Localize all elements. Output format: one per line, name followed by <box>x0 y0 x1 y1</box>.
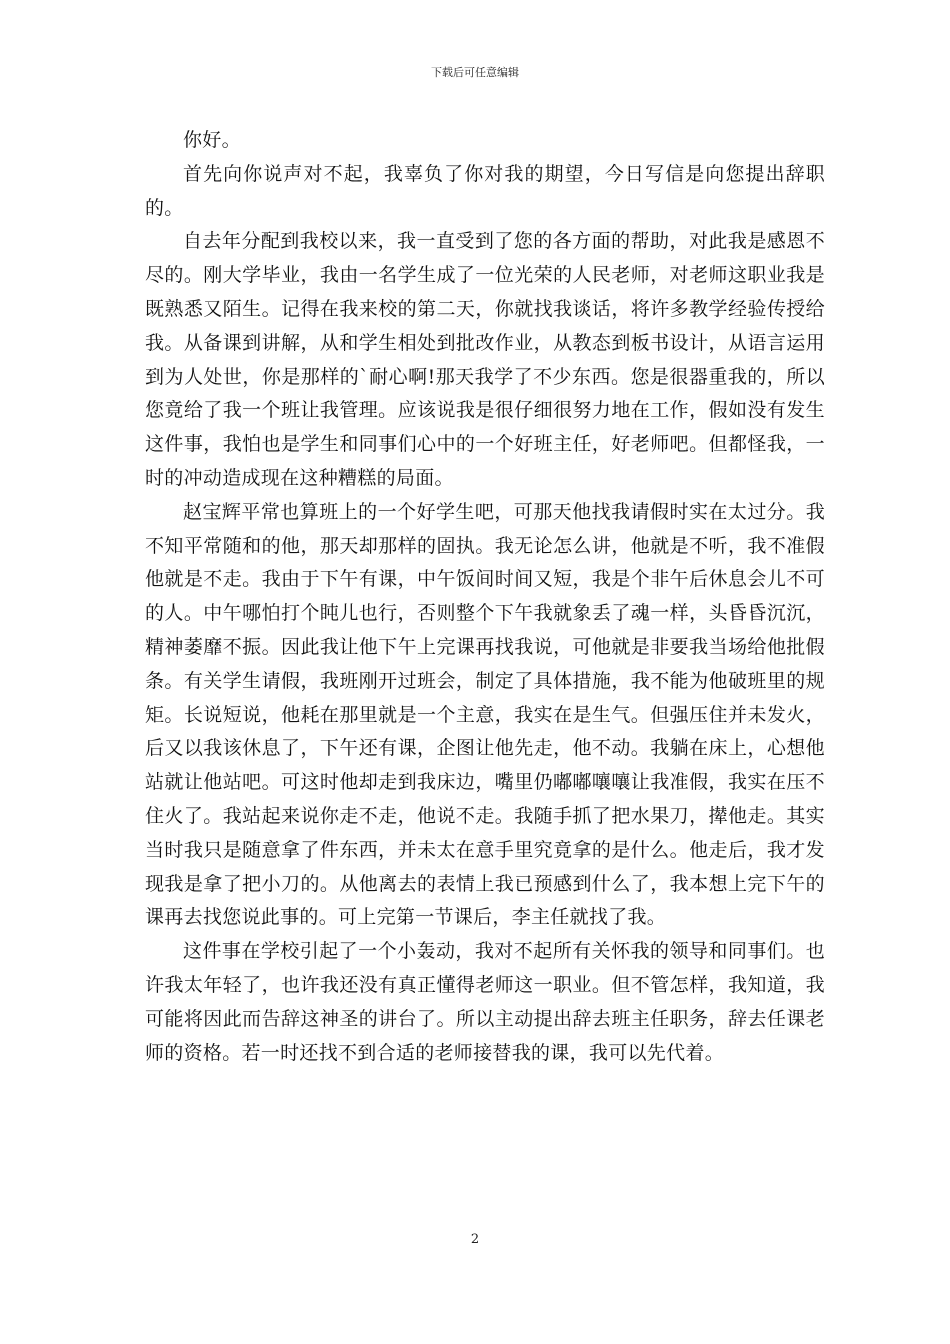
greeting-paragraph: 你好。 <box>183 129 241 151</box>
incident-paragraph: 赵宝辉平常也算班上的一个好学生吧，可那天他找我请假时实在太过分。我不知平常随和的他，那天却那样的固执。我无论怎么讲，他就是不听，我不准假他就是不走。我由于下午有课，中午饭间时间又短，我是个非午后休息会儿不可的人。中午哪怕打个盹儿也行，否则整个下午我就象丢了魂一样，头昏昏沉沉，精神萎靡不振。因此我让他下午上完课再找我说，可他就是非要我当场给他批假条。有关学生请假，我班刚开过班会，制定了具体措施，我不能为他破班里的规矩。长说短说，他耗在那里就是一个主意，我实在是生气。但强压住并未发火，后又以我该休息了，下午还有课，企图让他先走，他不动。我躺在床上，心想他站就让他站吧。可这时他却走到我床边，嘴里仍嘟嘟嚷嚷让我准假，我实在压不住火了。我站起来说你走不走，他说不走。我随手抓了把水果刀，撵他走。其实当时我只是随意拿了件东西，并未太在意手里究竟拿的是什么。他走后，我才发现我是拿了把小刀的。从他离去的表情上我已预感到什么了，我本想上完下午的课再去找您说此事的。可上完第一节课后，李主任就找了我。 <box>145 500 825 929</box>
document-body <box>145 124 825 1070</box>
resignation-paragraph: 这件事在学校引起了一个小轰动，我对不起所有关怀我的领导和同事们。也许我太年轻了，也许我还没有真正懂得老师这一职业。但不管怎样，我知道，我可能将因此而告辞这神圣的讲台了。所以主动提出辞去班主任职务，辞去任课老师的资格。若一时还找不到合适的老师接替我的课，我可以先代着。 <box>145 940 825 1064</box>
page-number: 2 <box>470 1232 480 1247</box>
page-header: 下载后可任意编辑 <box>431 66 519 79</box>
gratitude-paragraph: 自去年分配到我校以来，我一直受到了您的各方面的帮助，对此我是感恩不尽的。刚大学毕业，我由一名学生成了一位光荣的人民老师，对老师这职业我是既熟悉又陌生。记得在我来校的第二天，你就找我谈话，将许多教学经验传授给我。从备课到讲解，从和学生相处到批改作业，从教态到板书设计，从语言运用到为人处世，你是那样的`耐心啊!那天我学了不少东西。您是很器重我的，所以您竟给了我一个班让我管理。应该说我是很仔细很努力地在工作，假如没有发生这件事，我怕也是学生和同事们心中的一个好班主任，好老师吧。但都怪我，一时的冲动造成现在这种糟糕的局面。 <box>145 230 825 489</box>
apology-paragraph: 首先向你说声对不起，我辜负了你对我的期望，今日写信是向您提出辞职的。 <box>145 162 825 219</box>
